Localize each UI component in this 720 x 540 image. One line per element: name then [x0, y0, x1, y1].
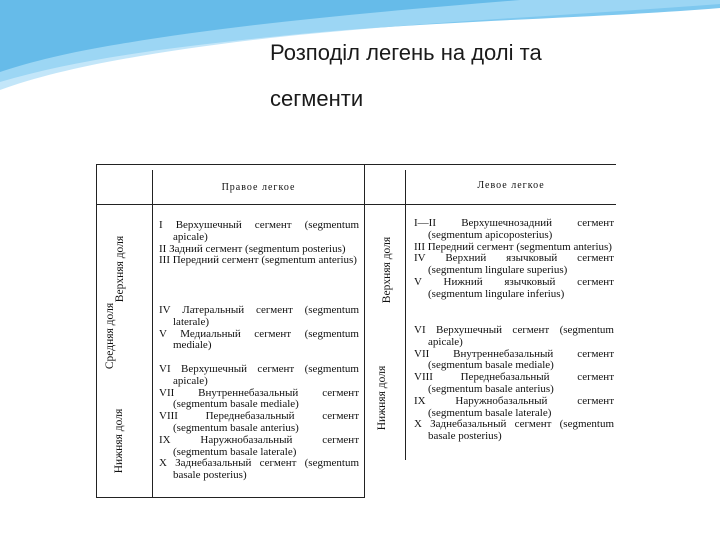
segment-entry: VII Внутреннебазальный сегмент (segmentum basale mediale): [414, 347, 614, 372]
right-lower-lobe-segments: [159, 364, 359, 482]
segment-entry: IV Латеральный сегмент (segmentum laterale): [159, 304, 359, 328]
lung-segments-table: [96, 160, 616, 500]
segment-entry: VIII Переднебазальный сегмент (segmentum basale anterius): [159, 410, 359, 434]
segment-entry: I—II Верхушечнозадний сегмент (segmentum apicoposterius): [414, 217, 614, 241]
right-upper-lobe-segments: [159, 220, 359, 267]
header-right-lung: Правое легкое: [221, 182, 296, 193]
segment-entry: IV Верхний язычковый сегмент (segmentum lingulare superius): [414, 252, 614, 277]
segment-entry: VI Верхушечный сегмент (segmentum apicale): [414, 324, 614, 348]
segment-entry: VII Внутреннебазальный сегмент (segmentum basale mediale): [159, 386, 359, 411]
segment-entry: III Передний сегмент (segmentum anterius): [159, 254, 357, 267]
label-right-lower-lobe: Нижняя доля: [113, 408, 125, 474]
label-right-upper-lobe: Верхняя доля: [114, 235, 126, 303]
table-left-rule: [96, 164, 97, 498]
segment-entry: V Медиальный сегмент (segmentum mediale): [159, 327, 359, 352]
segment-entry: VIII Переднебазальный сегмент (segmentum basale anterius): [414, 371, 614, 395]
label-right-middle-lobe: Средняя доля: [104, 302, 116, 370]
table-bottom-rule: [96, 497, 364, 498]
header-left-lung: Левое легкое: [477, 180, 545, 191]
table-right-label-rule: [152, 170, 153, 498]
right-middle-lobe-segments: [159, 305, 359, 352]
left-lower-lobe-segments: [414, 325, 614, 443]
segment-entry: X Заднебазальный сегмент (segmentum basale posterius): [159, 457, 359, 482]
label-left-upper-lobe: Верхняя доля: [381, 236, 393, 304]
table-center-rule: [364, 164, 365, 498]
slide-title-line-2: сегменти: [270, 86, 364, 111]
segment-entry: IX Наружнобазальный сегмент (segmentum basale laterale): [414, 394, 614, 419]
table-left-label-rule: [405, 170, 406, 460]
segment-entry: VI Верхушечный сегмент (segmentum apicale): [159, 363, 359, 387]
segment-entry: II Задний сегмент (segmentum posterius): [159, 242, 346, 255]
left-upper-lobe-segments: [414, 218, 614, 301]
label-left-lower-lobe: Нижняя доля: [376, 365, 388, 431]
segment-entry: I Верхушечный сегмент (segmentum apicale): [159, 219, 359, 243]
segment-entry: V Нижний язычковый сегмент (segmentum lingulare inferius): [414, 275, 614, 300]
segment-entry: X Заднебазальный сегмент (segmentum basale posterius): [414, 418, 614, 443]
segment-entry: IX Наружнобазальный сегмент (segmentum basale laterale): [159, 433, 359, 458]
slide-title-line-1: Розподіл легень на долі та: [270, 40, 542, 65]
segment-entry: III Передний сегмент (segmentum anterius): [414, 240, 612, 253]
table-top-rule: [96, 164, 616, 165]
table-header-rule: [96, 204, 616, 205]
